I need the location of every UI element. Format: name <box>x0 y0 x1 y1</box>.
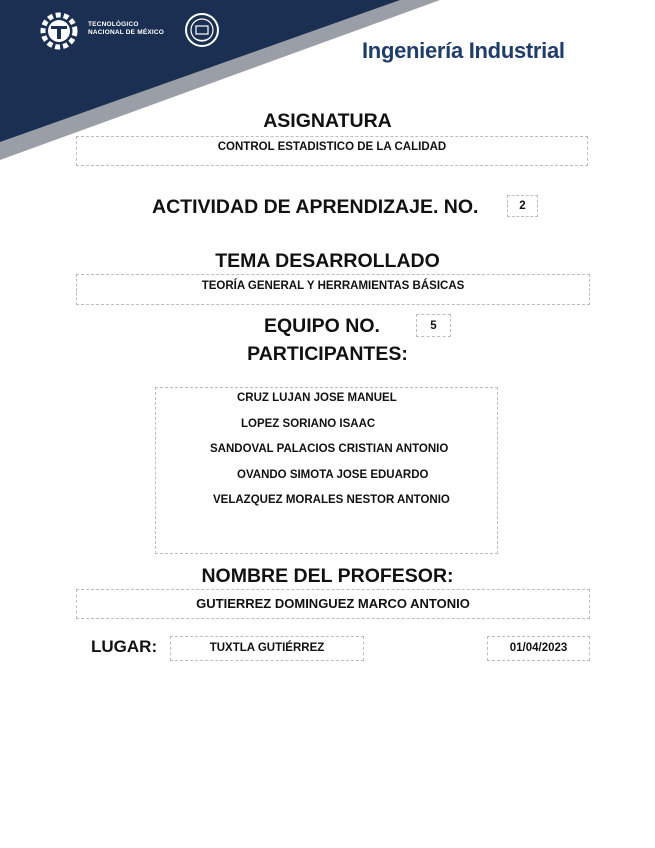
profesor-heading: NOMBRE DEL PROFESOR: <box>201 565 454 587</box>
participant-name: CRUZ LUJAN JOSE MANUEL <box>237 392 397 404</box>
profesor-value: GUTIERREZ DOMINGUEZ MARCO ANTONIO <box>196 596 470 611</box>
actividad-value: 2 <box>519 200 526 212</box>
participant-name: LOPEZ SORIANO ISAAC <box>241 418 376 430</box>
asignatura-heading: ASIGNATURA <box>263 110 392 132</box>
lugar-value: TUXTLA GUTIÉRREZ <box>209 642 325 654</box>
asignatura-value: CONTROL ESTADISTICO DE LA CALIDAD <box>217 141 447 153</box>
profesor-box <box>76 589 590 619</box>
tema-box <box>76 274 590 305</box>
date-value: 01/04/2023 <box>509 642 568 654</box>
institution-line2: NACIONAL DE MÉXICO <box>88 29 165 36</box>
program-title: Ingeniería Industrial <box>362 38 565 63</box>
participantes-heading: PARTICIPANTES: <box>247 343 408 365</box>
institution-line1: TECNOLÓGICO <box>88 21 139 28</box>
institute-seal-icon <box>184 12 220 48</box>
gear-icon <box>38 8 80 54</box>
equipo-heading: EQUIPO NO. <box>264 315 380 337</box>
equipo-value: 5 <box>430 320 437 332</box>
actividad-box <box>507 195 538 217</box>
lugar-label: LUGAR: <box>91 637 158 656</box>
asignatura-box <box>76 136 588 166</box>
participant-name: SANDOVAL PALACIOS CRISTIAN ANTONIO <box>210 443 449 455</box>
tema-heading: TEMA DESARROLLADO <box>215 250 440 272</box>
date-box <box>487 636 590 661</box>
equipo-box <box>416 314 451 337</box>
participant-name: OVANDO SIMOTA JOSE EDUARDO <box>237 469 429 481</box>
participant-name: VELAZQUEZ MORALES NESTOR ANTONIO <box>213 494 450 506</box>
actividad-heading: ACTIVIDAD DE APRENDIZAJE. NO. <box>152 196 479 218</box>
tecnm-logo <box>38 8 188 56</box>
lugar-box <box>170 636 364 661</box>
tema-value: TEORÍA GENERAL Y HERRAMIENTAS BÁSICAS <box>201 280 465 292</box>
